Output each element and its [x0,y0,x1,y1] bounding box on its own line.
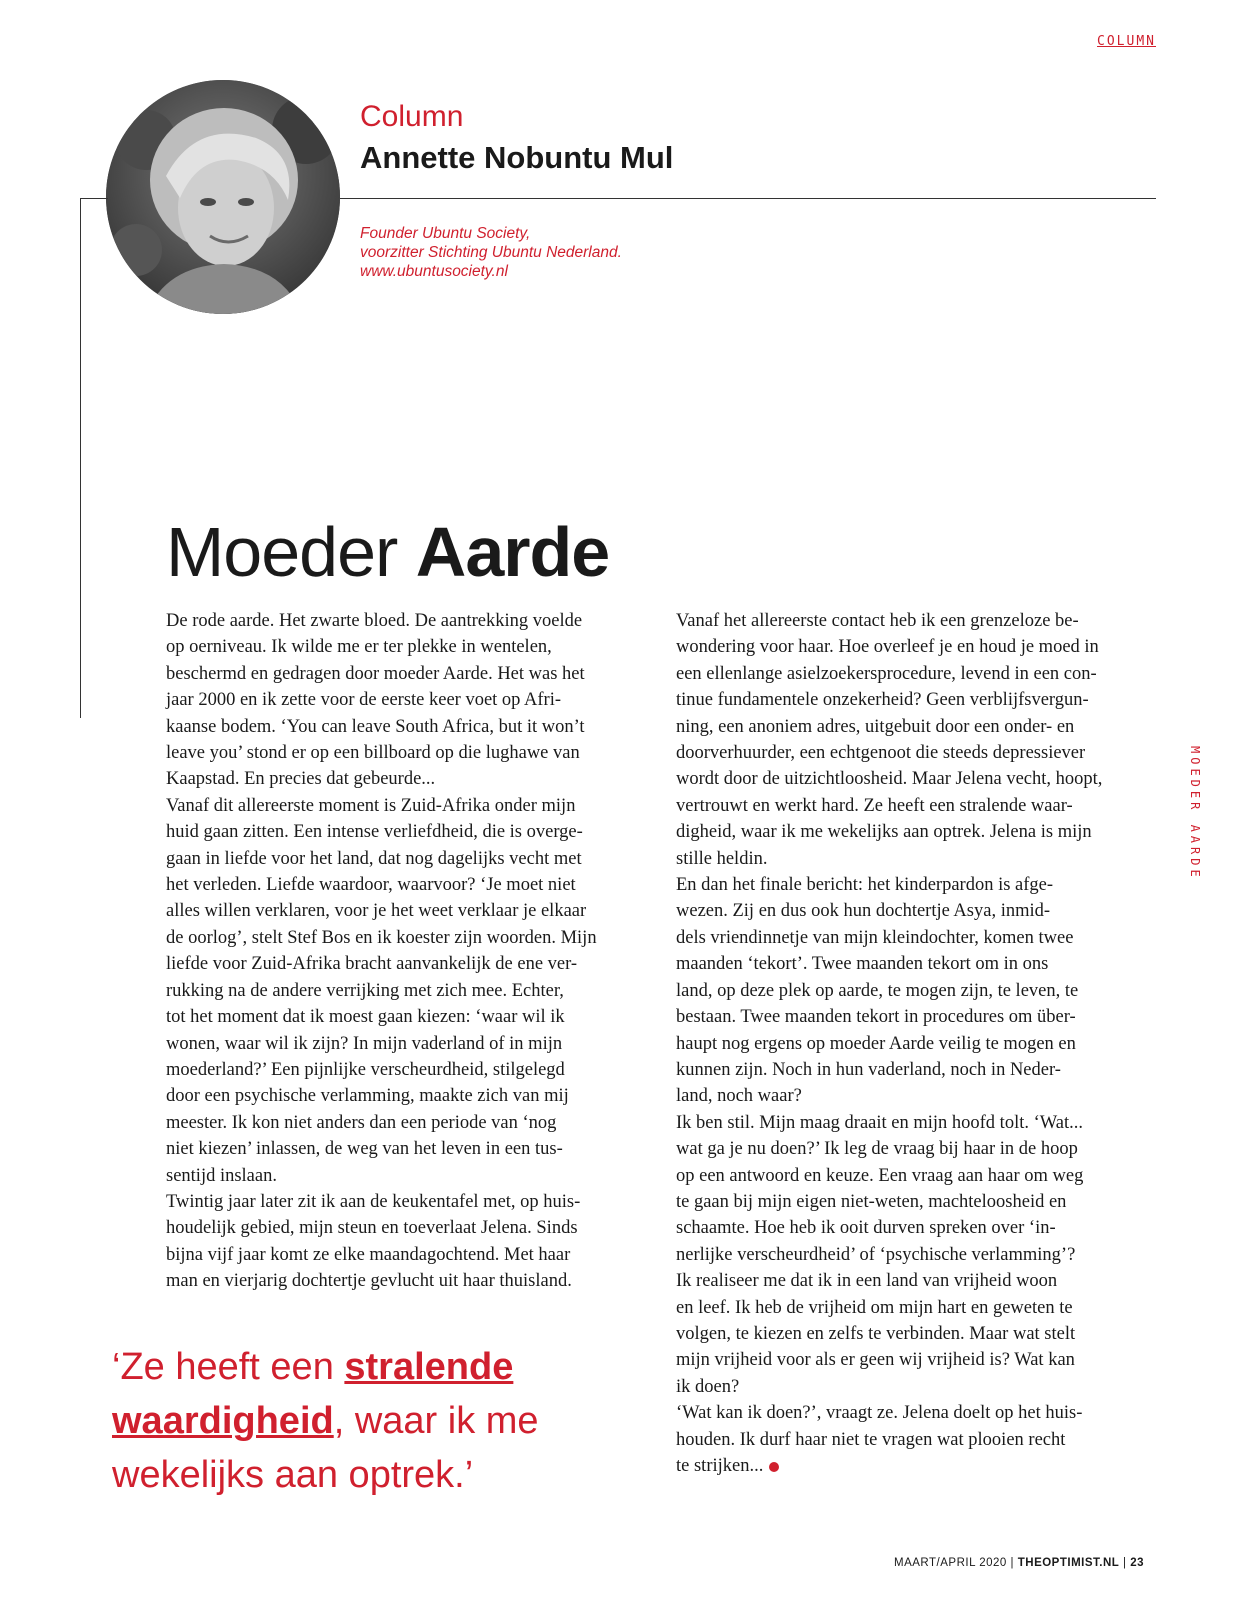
page-number: 23 [1130,1557,1144,1569]
body-line: mijn vrijheid voor als er geen wij vrijheid is? Wat kan [676,1350,1075,1371]
body-line: op oerniveau. Ik wilde me er ter plekke in wentelen, [166,637,552,658]
body-line: digheid, waar ik me wekelijks aan optrek. Jelena is mijn [676,822,1092,843]
headline-bold: Aarde [415,513,610,591]
body-line: kaanse bodem. ‘You can leave South Africa, but it won’t [166,716,585,737]
body-line: ‘Wat kan ik doen?’, vraagt ze. Jelena doelt op het huis- [676,1403,1083,1424]
pq-highlight: waardigheid [112,1400,334,1442]
body-line: bijna vijf jaar komt ze elke maandagochtend. Met haar [166,1244,571,1265]
column-label: Column [360,100,464,133]
body-line: vertrouwt en werkt hard. Ze heeft een stralende waar- [676,795,1073,816]
body-line: schaamte. Hoe heb ik ooit durven spreken over ‘in- [676,1218,1056,1239]
pq-text: ‘Ze heeft een [112,1346,345,1388]
body-line: nerlijke verscheurdheid’ of ‘psychische verlamming’? [676,1244,1076,1265]
footer-separator: | [1010,1557,1015,1569]
portrait-illustration [106,80,340,314]
body-line: gaan in liefde voor het land, dat nog dagelijks vecht met [166,848,582,869]
body-line: het verleden. Liefde waardoor, waarvoor? ‘Je moet niet [166,875,576,896]
pull-quote-line-1 [112,1340,539,1394]
pull-quote-line-3: wekelijks aan optrek.’ [112,1454,474,1496]
side-tag: MOEDER AARDE [1188,746,1202,881]
body-line: beschermd en gedragen door moeder Aarde. Het was het [166,663,585,684]
body-line: Twintig jaar later zit ik aan de keukentafel met, op huis- [166,1191,581,1212]
body-line: meester. Ik kon niet anders dan een periode van ‘nog [166,1112,557,1133]
body-line: moederland?’ Een pijnlijke verscheurdheid, stilgelegd [166,1059,565,1080]
body-line: tinue fundamentele onzekerheid? Geen verblijfsvergun- [676,690,1089,711]
body-column-left [166,608,636,1295]
frame-corner [80,198,108,199]
body-line: kunnen zijn. Noch in hun vaderland, noch in Neder- [676,1059,1061,1080]
end-mark-icon [769,1462,779,1472]
body-line: de oorlog’, stelt Stef Bos en ik koester zijn woorden. Mijn [166,927,597,948]
pull-quote-line-2 [112,1394,539,1448]
footer-site[interactable]: THEOPTIMIST.NL [1017,1557,1120,1569]
pq-highlight: stralende [344,1346,514,1388]
pq-text: , waar ik me [333,1400,539,1442]
body-line: jaar 2000 en ik zette voor de eerste keer voet op Afri- [166,690,562,711]
body-line: Kaapstad. En precies dat gebeurde... [166,769,436,790]
frame-left-rule [80,198,81,718]
body-line: wat ga je nu doen?’ Ik leg de vraag bij haar in de hoop [676,1139,1078,1160]
body-line: rukking na de andere verrijking met zich mee. Echter, [166,980,564,1001]
body-line: huid gaan zitten. Een intense verliefdheid, die is overge- [166,822,583,843]
body-line: bestaan. Twee maanden tekort in procedures om über- [676,1007,1076,1028]
body-line: haupt nog ergens op moeder Aarde veilig te mogen en [676,1033,1076,1054]
body-line: houdelijk gebied, mijn steun en toeverlaat Jelena. Sinds [166,1218,578,1239]
body-line: Ik realiseer me dat ik in een land van vrijheid woon [676,1271,1058,1292]
bio-line: voorzitter Stichting Ubuntu Nederland. [360,244,622,261]
headline-light: Moeder [166,513,398,591]
body-line: niet kiezen’ inlassen, de weg van het leven in een tus- [166,1139,563,1160]
body-line: wonen, waar wil ik zijn? In mijn vaderland of in mijn [166,1033,563,1054]
body-line-text: te strijken... [676,1456,764,1476]
body-line-last [676,1453,1156,1479]
footer-issue: MAART/APRIL 2020 [894,1557,1007,1569]
body-line: dels vriendinnetje van mijn kleindochter, komen twee [676,927,1074,948]
body-line: door een psychische verlamming, maakte zich van mij [166,1086,569,1107]
header-rule [340,198,1156,199]
author-bio [360,224,622,281]
body-line: man en vierjarig dochtertje gevlucht uit haar thuisland. [166,1271,572,1292]
body-line: een ellenlange asielzoekersprocedure, levend in een con- [676,663,1097,684]
author-name: Annette Nobuntu Mul [360,140,674,175]
body-line: liefde voor Zuid-Afrika bracht aanvankelijk de ene ver- [166,954,578,975]
bio-line: Founder Ubuntu Society, [360,225,531,242]
body-line: Ik ben stil. Mijn maag draait en mijn hoofd tolt. ‘Wat... [676,1112,1083,1133]
body-line: alles willen verklaren, voor je het weet verklaar je elkaar [166,901,587,922]
body-line: land, noch waar? [676,1086,802,1107]
body-line: wordt door de uitzichtloosheid. Maar Jelena vecht, hoopt, [676,769,1103,790]
body-line: wezen. Zij en dus ook hun dochtertje Asya, inmid- [676,901,1051,922]
body-line: leave you’ stond er op een billboard op die lughawe van [166,743,580,764]
body-line: ning, een anoniem adres, uitgebuit door een onder- en [676,716,1075,737]
body-line: op een antwoord en keuze. Een vraag aan haar om weg [676,1165,1084,1186]
body-line: houden. Ik durf haar niet te vragen wat plooien recht [676,1429,1066,1450]
body-line: De rode aarde. Het zwarte bloed. De aantrekking voelde [166,611,583,631]
body-line: ik doen? [676,1376,740,1397]
body-line: Vanaf dit allereerste moment is Zuid-Afrika onder mijn [166,795,576,816]
footer-separator: | [1123,1557,1127,1569]
body-line: Vanaf het allereerste contact heb ik een grenzeloze be- [676,611,1079,631]
body-line: volgen, te kiezen en zelfs te verbinden. Maar wat stelt [676,1323,1076,1344]
body-line: stille heldin. [676,848,768,869]
article-headline [166,512,609,592]
body-line: land, op deze plek op aarde, te mogen zijn, te leven, te [676,980,1079,1001]
body-line: sentijd inslaan. [166,1165,277,1186]
body-line: wondering voor haar. Hoe overleef je en houd je moed in [676,637,1099,658]
body-line: doorverhuurder, een echtgenoot die steeds depressiever [676,743,1086,764]
body-line: tot het moment dat ik moest gaan kiezen: ‘waar wil ik [166,1007,565,1028]
body-line: en leef. Ik heb de vrijheid om mijn hart en geweten te [676,1297,1073,1318]
bio-website[interactable]: www.ubuntusociety.nl [360,263,508,280]
section-tag: COLUMN [1097,34,1156,49]
body-line: te gaan bij mijn eigen niet-weten, machteloosheid en [676,1191,1067,1212]
pull-quote [112,1340,539,1502]
body-line: En dan het finale bericht: het kinderpardon is afge- [676,875,1054,896]
body-line: maanden ‘tekort’. Twee maanden tekort om in ons [676,954,1049,975]
page-footer [894,1557,1144,1569]
author-portrait [106,80,340,314]
body-column-right [676,608,1156,1479]
